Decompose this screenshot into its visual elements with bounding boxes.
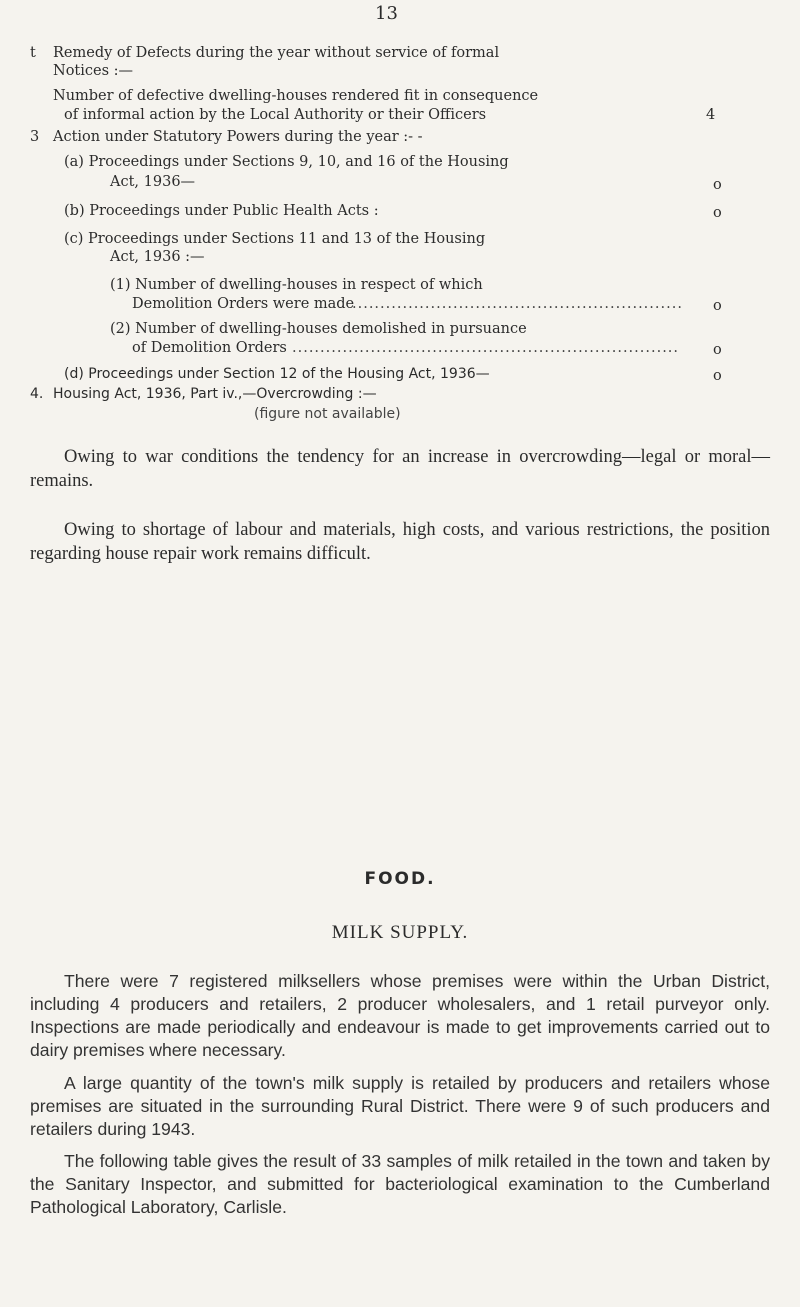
paragraph-milk-samples: The following table gives the result of 33 samples of milk retailed in the town and taken by the Sanitary Inspector, and submitted for bacteriological examination to the Cumberland Pathological Laboratory, Carlisle. [30, 1151, 770, 1217]
remedy-line-2: of informal action by the Local Authority or their Officers [64, 107, 487, 123]
proceeding-d-value: o [713, 368, 722, 384]
proceeding-c1-value: o [713, 298, 722, 314]
paragraph-overcrowding: Owing to war conditions the tendency for an increase in overcrowding—legal or moral—remains. [30, 447, 770, 491]
proceeding-c-line-1: (c) Proceedings under Sections 11 and 13 of the Housing [64, 231, 486, 247]
item-title-statutory: Action under Statutory Powers during the year :- - [53, 129, 423, 145]
paragraph-milksellers: There were 7 registered milksellers whose premises were within the Urban District, including 4 producers and retailers, 2 producer wholesalers, and 1 retail purveyor only. Inspections are made periodically and endeavour is made to get improvements carried out to dairy premises where necessary. [30, 971, 770, 1060]
item-marker: 4. [30, 386, 44, 402]
item-title-remedy-cont: Notices :— [53, 63, 134, 79]
paragraph-milk-retail: A large quantity of the town's milk supply is retailed by producers and retailers whose premises are situated in the surrounding Rural District. There were 9 of such producers and retailers during 1943. [30, 1073, 770, 1139]
proceeding-d-line-1: (d) Proceedings under Section 12 of the Housing Act, 1936— [64, 366, 490, 382]
item-overcrowding-line-1: Housing Act, 1936, Part iv.,—Overcrowding :— [53, 386, 377, 402]
heading-milk-supply: MILK SUPPLY. [331, 922, 469, 943]
remedy-line-1: Number of defective dwelling-houses rendered fit in consequence [53, 88, 539, 104]
dot-leader: ..................................................................... [292, 340, 680, 356]
item-marker: t [30, 45, 36, 61]
proceeding-c1-line-1: (1) Number of dwelling-houses in respect of which [110, 277, 483, 293]
paragraph-house-repair: Owing to shortage of labour and materials, high costs, and various restrictions, the position regarding house repair work remains difficult. [30, 520, 770, 564]
item-marker: 3 [30, 129, 40, 145]
proceeding-c2-value: o [713, 342, 722, 358]
proceeding-a-value: o [713, 177, 722, 193]
dot-leader: ........................................................... [352, 296, 683, 312]
proceeding-c2-line-2: of Demolition Orders [132, 340, 287, 356]
proceeding-b-value: o [713, 205, 722, 221]
proceeding-c1-line-2: Demolition Orders were made [132, 296, 355, 312]
item-title-remedy: Remedy of Defects during the year without service of formal [53, 45, 500, 61]
item-overcrowding-line-2: (figure not available) [254, 406, 401, 422]
proceeding-b-line-1: (b) Proceedings under Public Health Acts : [64, 203, 379, 219]
proceeding-c-line-2: Act, 1936 :— [110, 249, 205, 265]
proceeding-c2-line-1: (2) Number of dwelling-houses demolished in pursuance [110, 321, 527, 337]
remedy-value: 4 [706, 107, 716, 123]
proceeding-a-line-2: Act, 1936— [110, 174, 196, 190]
proceeding-a-line-1: (a) Proceedings under Sections 9, 10, and 16 of the Housing [64, 154, 509, 170]
page-number: 13 [375, 3, 398, 24]
heading-food: FOOD. [364, 869, 436, 889]
